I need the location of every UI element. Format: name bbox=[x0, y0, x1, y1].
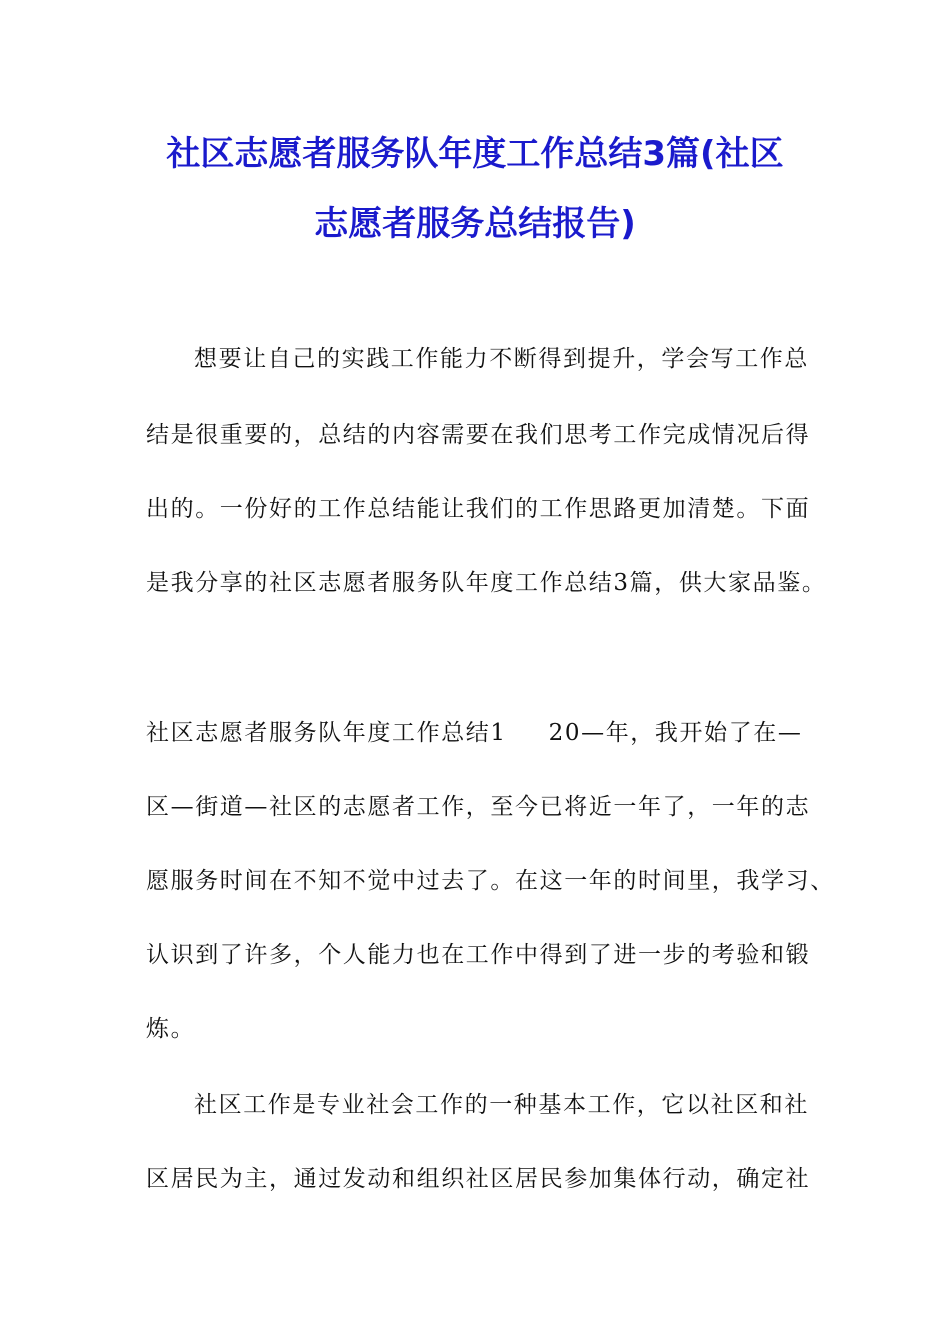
section1-first-line-text: 20—年，我开始了在— bbox=[548, 720, 803, 746]
intro-line-1: 想要让自己的实践工作能力不断得到提升，学会写工作总 bbox=[194, 346, 809, 372]
section1-line-4: 认识到了许多，个人能力也在工作中得到了进一步的考验和锻 bbox=[146, 942, 811, 968]
intro-line-2: 结是很重要的，总结的内容需要在我们思考工作完成情况后得 bbox=[146, 422, 811, 448]
section1-line-3: 愿服务时间在不知不觉中过去了。在这一年的时间里，我学习、 bbox=[146, 868, 835, 894]
section1-heading: 社区志愿者服务队年度工作总结1 bbox=[146, 720, 507, 746]
paragraph2-line-1: 社区工作是专业社会工作的一种基本工作，它以社区和社 bbox=[194, 1092, 809, 1118]
section1-line-5: 炼。 bbox=[146, 1016, 196, 1042]
section1-first-line bbox=[146, 718, 803, 748]
intro-line-4: 是我分享的社区志愿者服务队年度工作总结3篇，供大家品鉴。 bbox=[146, 570, 827, 596]
intro-line-3: 出的。一份好的工作总结能让我们的工作思路更加清楚。下面 bbox=[146, 496, 811, 522]
document-title-line-1: 社区志愿者服务队年度工作总结3篇(社区 bbox=[166, 134, 784, 174]
paragraph2-line-2: 区居民为主，通过发动和组织社区居民参加集体行动，确定社 bbox=[146, 1166, 811, 1192]
document-title-line-2: 志愿者服务总结报告) bbox=[314, 204, 636, 244]
section1-line-2: 区—街道—社区的志愿者工作，至今已将近一年了，一年的志 bbox=[146, 794, 811, 820]
